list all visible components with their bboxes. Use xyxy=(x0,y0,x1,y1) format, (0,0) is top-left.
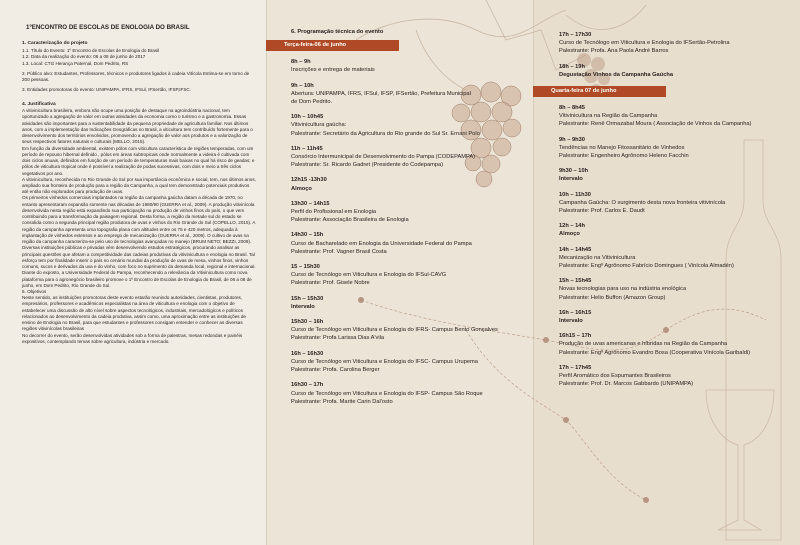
agenda-line: Palestrante: Engº Agrônomo Evandro Bosa (Cooperativa Vinícola Garibaldi) xyxy=(559,349,751,356)
agenda-line: Palestrante: Profa Larissa Dias A'vila xyxy=(291,335,385,342)
agenda-time: 15h – 15h30 xyxy=(291,295,324,302)
agenda-item xyxy=(559,332,784,357)
project-description-column xyxy=(22,24,256,345)
objectives-text-2: No decorrer do evento, serão desenvolvidas atividades sob a forma de palestras, mesas redondas e painéis expositivos, contemplando temas sobre agricultura, indústria e mercado. xyxy=(22,332,243,344)
agenda-line: Palestrante: Prof. Vagner Brasil Costa xyxy=(291,248,387,255)
agenda-line: Palestrante: Prof. Carlos E. Daudt xyxy=(559,208,645,215)
agenda-line: Palestrante: Prof. Dr. Marcos Gabbardo (UNIPAMPA) xyxy=(559,381,694,388)
day-1-agenda xyxy=(291,58,526,406)
agenda-line: Palestrante: Engenheiro Agrônomo Heleno Facchin xyxy=(559,153,689,160)
agenda-line: Palestrante: Sr. Ricardo Gadret (Presidente do Codepampa) xyxy=(291,162,444,169)
event-title: 1ºENCONTRO DE ESCOLAS DE ENOLOGIA DO BRASIL xyxy=(26,24,190,31)
agenda-line: Perfil do Profissional em Enologia xyxy=(291,209,377,216)
agenda-line: Mecanização na Vitivinicultura xyxy=(559,254,636,261)
agenda-time: 15h30 – 16h xyxy=(291,319,324,326)
agenda-time: 16h30 – 17h xyxy=(291,382,324,389)
agenda-line: Curso de Tecnólogo em Viticultura e Enologia do IFSC- Campus Urupema xyxy=(291,358,478,365)
agenda-time: 9h – 10h xyxy=(291,82,314,89)
agenda-item xyxy=(559,277,784,302)
agenda-item xyxy=(291,231,526,256)
agenda-item xyxy=(291,58,526,74)
schedule-day-1 xyxy=(284,28,526,406)
section-5-title: 5. Objetivos xyxy=(22,288,47,294)
justification-paragraph-6: Diante do exposto, a Universidade Federal do Pampa, reconhecendo a relevância da Vitivinicultura como nova plataforma para o agronegócio brasileiro promove o 1º Encontro de Escolas de Enologia do Brasil, de 06 a 08 de junho, em Dom Pedrito, Rio Grande do Sul. xyxy=(22,270,252,288)
day-2-agenda xyxy=(559,104,784,388)
agenda-time: 16h15 – 17h xyxy=(559,333,592,340)
agenda-line: Tendências no Manejo Fitossanitário de Vinhedos xyxy=(559,144,685,151)
agenda-time: 17h – 17h30 xyxy=(559,32,592,38)
agenda-item xyxy=(291,263,526,288)
agenda-item xyxy=(559,222,784,238)
agenda-line: Curso de Tecnólogo em Viticultura e Enologia do IFSP- Campus São Roque xyxy=(291,390,483,397)
agenda-time: 14h30 – 15h xyxy=(291,232,324,239)
agenda-line: Palestrante: Profa. Ana Paola André Barros xyxy=(559,48,669,55)
agenda-line: Curso de Tecnólogo em Viticultura e Enologia do IFSul-CAVG xyxy=(291,272,447,279)
justification-paragraph-4: Os primeiros vinhedos comerciais implantados na região da campanha gaúcha datam a década de 1970, no entanto apresentaram expansão somente nas décadas de 1980/90 (GUERRA et al., 2009). A produção vitivinícola desenvolvida nesta região está expandindo sua participação na produção de vinhos finos do país, o que vem contribuindo para a transformação da paisagem regional. Desta forma, a região da metade sul do estado se consolida como a segunda principal região produtora de uvas e vinhos do Rio Grande do Sul (COPELLO, 2015). A região da campanha apresenta uma topografia plana com altitudes entre os 75 e 420 metros, adequada à implantação de vinhedos extensos e ao emprego de mecanização (GUERRA et al., 2009). O cultivo de uvas na região da campanha caracteriza-se pelo uso de tecnologias avançadas no manejo (BRUM NETO; BEZZI, 2009). xyxy=(22,195,256,245)
agenda-time: 15h – 15h45 xyxy=(559,278,592,285)
agenda-line: Palestrante: Engº Agrônomo Fabrício Domingues ( Vinícola Almadén) xyxy=(559,263,734,270)
schedule-section-title: 6. Programação técnica do evento xyxy=(291,29,384,35)
agenda-time: 9h30 – 10h xyxy=(559,168,589,175)
agenda-line: Palestrante: Profa. Marite Carin Dal'osto xyxy=(291,398,393,405)
agenda-line: Curso de Tecnólogo em Viticultura e Enologia do IFSertão-Petrolina xyxy=(559,40,730,47)
agenda-time: 10h – 11h30 xyxy=(559,191,591,198)
agenda-item xyxy=(559,246,784,271)
agenda-time: 18h – 19h xyxy=(559,63,585,70)
agenda-item xyxy=(291,113,526,138)
section-3-text: 3. Entidades promotoras do evento: UNIPAMPA, IFRS, IFSul, IFSertão, IFSP,IFSC. xyxy=(22,87,192,93)
section-1-title: 1. Caracterização do projeto xyxy=(22,41,88,47)
agenda-item xyxy=(559,63,784,79)
agenda-line: Consórcio Intermunicipal de Desenvolvimento do Pampa (CODEPAMPA) xyxy=(291,154,476,161)
agenda-item xyxy=(559,191,784,216)
day-banner-tuesday: Terça-feira-06 de junho xyxy=(266,40,399,51)
agenda-item xyxy=(291,295,526,311)
s1-line-2: 1.2. Data da realização do evento: 06 a 08 de junho de 2017 xyxy=(22,54,146,60)
day-1-agenda-continued xyxy=(559,31,784,79)
agenda-item xyxy=(559,136,784,161)
agenda-item xyxy=(291,200,526,225)
agenda-line: Almoço xyxy=(291,185,312,192)
agenda-line: Inscrições e entrega de materiais xyxy=(291,67,375,74)
agenda-line: Intervalo xyxy=(559,318,583,325)
agenda-time: 10h – 10h45 xyxy=(291,114,324,121)
agenda-line: Vitivinicultura gaúcha: xyxy=(291,122,347,129)
agenda-line: Degustação Vinhos da Campanha Gaúcha xyxy=(559,71,673,78)
day-banner-wednesday: Quarta-feira 07 de junho xyxy=(533,86,666,97)
justification-paragraph-5: Diversas instituições públicas e privadas vêm desenvolvendo estudos estratégicos, procurando analisar as principais questões que afetam a competitividade das cadeias produtivas da vitivinicultura e enologia no Brasil. Tal esforço tem por finalidade inserir o país no cenário mundial da produção de uvas de mesa, vinhos finos, vinhos comuns, sucos e derivados da uva e do vinho, com foco no suprimento da demanda local, regional e internacional. xyxy=(22,245,256,270)
agenda-time: 14h – 14h45 xyxy=(559,246,592,253)
agenda-item xyxy=(291,381,526,406)
section-2-text: 2. Público alvo: Estudantes, Professores, técnicos e produtores ligados à cadeia Vitícola Estima-se em torno de 200 pessoas. xyxy=(22,70,250,83)
agenda-line: Perfil Aromático dos Espumantes Brasileiros xyxy=(559,373,671,380)
agenda-item xyxy=(291,350,526,375)
agenda-line: Produção de uvas americanas e híbridas na Região da Campanha xyxy=(559,341,728,348)
agenda-item xyxy=(291,176,526,192)
agenda-line: Palestrante: Associação Brasileira de Enologia xyxy=(291,217,409,224)
agenda-time: 17h – 17h45 xyxy=(559,364,592,371)
agenda-line: Abertura: UNIPAMPA, IFRS, IFSul, IFSP, IFSertão, Prefeitura Municipal xyxy=(291,90,471,97)
agenda-line: Almoço xyxy=(559,231,580,238)
agenda-line: Palestrante: Profa. Carolina Berger xyxy=(291,367,380,374)
agenda-line: Campanha Gaúcha: O surgimento desta nova fronteira vitivinícola xyxy=(559,199,726,206)
agenda-line: Palestrante: Helio Buffon (Amazon Group) xyxy=(559,294,666,301)
agenda-line: Intervalo xyxy=(559,176,583,183)
schedule-day-2 xyxy=(551,31,784,389)
agenda-item xyxy=(559,167,784,183)
agenda-line: Palestrante: Renê Ormazabal Moura ( Associação de Vinhos da Campanha) xyxy=(559,121,752,128)
agenda-time: 12h15 -13h30 xyxy=(291,177,327,184)
agenda-line: Curso de Bacharelado em Enologia da Universidade Federal do Pampa xyxy=(291,240,472,247)
agenda-time: 16h – 16h30 xyxy=(291,350,324,357)
section-4-title: 4. Justificativa xyxy=(22,101,56,107)
agenda-time: 8h – 8h45 xyxy=(559,105,585,112)
objectives-text: Neste sentido, as instituições promotoras deste evento estarão reunindo autoridades, cientistas, produtores, empresários, professores e acadêmicos especialistas na área de viticultura e enologia com o objetivo de estabelecer uma discussão de alto nível sobre aspectos tecnológicos, industriais, mercadológicos e políticos relacionados ao desenvolvimento da cadeia produtiva, assim como, uma aproximação entre as instituições de ensino de Enologia no Brasil, para que estudantes e professores consigam entender e conhecer as diversas regiões vitivinícolas brasileiras xyxy=(22,295,246,332)
agenda-item xyxy=(291,318,526,343)
agenda-item xyxy=(291,145,526,170)
justification-paragraph-1: A vitivinicultura brasileira, embora não ocupe uma posição de destaque na agroindústria nacional, tem oportunizado a agregação de valor em outras atividades da economia como o turismo e a gastronomia. Essas atividades são importantes para a sustentabilidade da pequena propriedade de agricultura familiar. Nos últimos anos, com a implementação das Indicações Geográficas no Brasil, a viticultura tem contribuído fortemente para o desenvolvimento dos territórios envolvidos, promovendo a agregação de valor aos produtos e a valorização de seus respectivos fatores naturais e culturais (MELLO, 2015). xyxy=(22,108,253,145)
agenda-line: Vitivinicultura na Região da Campanha xyxy=(559,113,658,120)
agenda-line: Palestrante: Secretário da Agricultura do Rio grande do Sul Sr. Ernani Polo xyxy=(291,130,480,137)
agenda-time: 16h – 16h15 xyxy=(559,309,592,316)
agenda-time: 9h – 9h30 xyxy=(559,136,585,143)
s1-line-3: 1.3. Local: CTG Herança Paternal, Dom Pedrito, RS xyxy=(22,60,129,66)
agenda-item xyxy=(559,31,784,56)
agenda-line: Curso de Tecnólogo em Viticultura e Enologia do IFRS- Campus Bento Gonçalves xyxy=(291,327,498,334)
agenda-item xyxy=(291,82,526,107)
agenda-line: Intervalo xyxy=(291,303,315,310)
agenda-time: 12h – 14h xyxy=(559,223,585,230)
agenda-time: 13h30 – 14h15 xyxy=(291,200,330,207)
agenda-item xyxy=(559,364,784,389)
justification-paragraph-2: Em função da diversidade ambiental, existem pólos com viticultura característica de regiões temperadas, com um período de repouso hibernal definido , pólos em áreas subtropicais onde normalmente a videira é cultivada com dois ciclos anuais, definidos em função de um período de temperaturas mais baixas no qual há risco de geadas; e pólos de viticultura tropical onde é possível a realização de podas sucessivas, com dois e meio a três ciclos vegetativos por ano. xyxy=(22,145,255,176)
agenda-line: Novas tecnologias para uso na indústria enológica xyxy=(559,286,687,293)
agenda-time: 8h – 9h xyxy=(291,59,311,66)
agenda-time: 15 – 15h30 xyxy=(291,264,320,271)
justification-paragraph-3: A vitivinicultura, reconhecida no Rio Grande do Sul por sua importância econômica e social, tem, nos últimos anos, ampliado sua fronteira de produção para a região da Campanha, a qual tem demonstrado potenciais produtivos até então não explorados para produção de uvas. xyxy=(22,176,256,195)
agenda-line: de Dom Pedrito. xyxy=(291,99,333,106)
agenda-line: Palestrante: Prof. Gisele Nobre xyxy=(291,280,370,287)
agenda-item xyxy=(559,104,784,129)
s1-line-1: 1.1. Título do Evento: 1º Encontro de Escolas de Enologia do Brasil xyxy=(22,48,160,54)
leaf-outline-2 xyxy=(566,5,646,29)
agenda-item xyxy=(559,309,784,325)
agenda-time: 11h – 11h45 xyxy=(291,145,323,152)
